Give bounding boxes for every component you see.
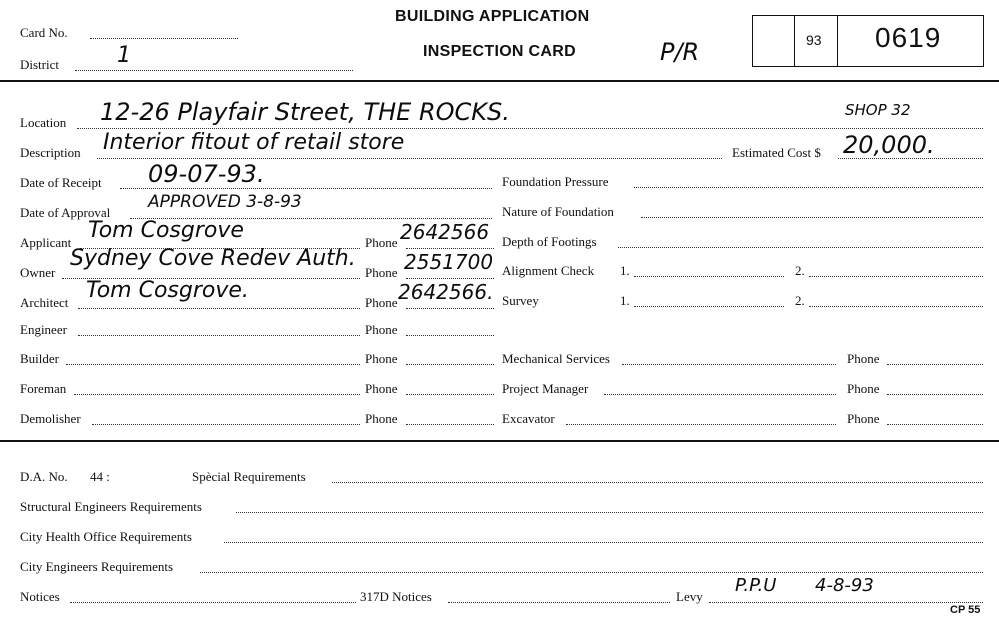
builder-label: Builder <box>20 351 59 366</box>
survey-num-1: 1. <box>620 293 630 308</box>
health-requirements-label: City Health Office Requirements <box>20 529 192 544</box>
engineer-phone-label: Phone <box>365 322 398 337</box>
city-engineers-requirements-field[interactable] <box>200 572 983 573</box>
engineer-field[interactable] <box>78 335 360 336</box>
applicant-phone-label: Phone <box>365 235 398 250</box>
da-no-value: 44 : <box>90 469 110 484</box>
builder-phone-label: Phone <box>365 351 398 366</box>
box-divider <box>794 15 795 67</box>
demolisher-label: Demolisher <box>20 411 81 426</box>
applicant-value: Tom Cosgrove <box>88 218 244 243</box>
special-requirements-field[interactable] <box>332 482 983 483</box>
architect-label: Architect <box>20 295 69 310</box>
receipt-value: 09-07-93. <box>148 160 265 188</box>
excavator-label: Excavator <box>502 411 555 426</box>
architect-phone-value: 2642566. <box>398 280 494 304</box>
levy-value: P.P.U <box>735 575 777 596</box>
receipt-field[interactable] <box>120 188 492 189</box>
shop-value: SHOP 32 <box>845 101 911 119</box>
excavator-field[interactable] <box>566 424 836 425</box>
approval-value: APPROVED 3-8-93 <box>148 192 302 212</box>
form-subtitle: INSPECTION CARD <box>423 43 576 60</box>
alignment-check-label: Alignment Check <box>502 263 595 278</box>
applicant-phone-value: 2642566 <box>400 220 490 244</box>
demolisher-phone-field[interactable] <box>406 424 494 425</box>
card-number-box <box>752 15 984 67</box>
health-requirements-field[interactable] <box>224 542 983 543</box>
form-code: CP 55 <box>950 604 981 616</box>
architect-value: Tom Cosgrove. <box>86 278 249 303</box>
card-no-field[interactable] <box>90 38 238 39</box>
foundation-pressure-field[interactable] <box>634 187 983 188</box>
nature-foundation-label: Nature of Foundation <box>502 204 614 219</box>
section-divider <box>0 440 999 442</box>
survey-1-field[interactable] <box>634 306 784 307</box>
owner-phone-value: 2551700 <box>404 250 494 274</box>
alignment-num-1: 1. <box>620 263 630 278</box>
alignment-num-2: 2. <box>795 263 805 278</box>
notices-label: Notices <box>20 589 60 604</box>
structural-requirements-label: Structural Engineers Requirements <box>20 499 202 514</box>
foreman-field[interactable] <box>74 394 360 395</box>
notices-317d-field[interactable] <box>448 602 670 603</box>
location-field[interactable] <box>77 128 983 129</box>
survey-label: Survey <box>502 293 539 308</box>
foundation-pressure-label: Foundation Pressure <box>502 174 609 189</box>
card-number-value: 0619 <box>875 22 942 53</box>
demolisher-field[interactable] <box>92 424 360 425</box>
description-value: Interior fitout of retail store <box>103 130 405 155</box>
depth-footings-label: Depth of Footings <box>502 234 597 249</box>
applicant-phone-field[interactable] <box>406 248 494 249</box>
mechanical-label: Mechanical Services <box>502 351 610 366</box>
card-no-label: Card No. <box>20 25 68 40</box>
architect-phone-field[interactable] <box>406 308 494 309</box>
mechanical-phone-field[interactable] <box>887 364 983 365</box>
foreman-phone-label: Phone <box>365 381 398 396</box>
district-value: 1 <box>117 43 131 68</box>
form-title: BUILDING APPLICATION <box>395 8 590 25</box>
estimated-cost-label: Estimated Cost $ <box>732 145 821 160</box>
builder-field[interactable] <box>66 364 360 365</box>
applicant-label: Applicant <box>20 235 72 250</box>
approval-label: Date of Approval <box>20 205 111 220</box>
district-label: District <box>20 57 59 72</box>
owner-phone-field[interactable] <box>406 278 494 279</box>
handwritten-mark: P/R <box>660 38 700 66</box>
demolisher-phone-label: Phone <box>365 411 398 426</box>
alignment-check-1-field[interactable] <box>634 276 784 277</box>
header-divider <box>0 80 999 82</box>
location-label: Location <box>20 115 67 130</box>
levy-label: Levy <box>676 589 703 604</box>
district-field[interactable] <box>75 70 353 71</box>
alignment-check-2-field[interactable] <box>809 276 983 277</box>
special-requirements-label: Spècial Requirements <box>192 469 306 484</box>
project-manager-label: Project Manager <box>502 381 589 396</box>
depth-footings-field[interactable] <box>618 247 983 248</box>
notices-field[interactable] <box>70 602 356 603</box>
owner-label: Owner <box>20 265 56 280</box>
box-divider <box>837 15 838 67</box>
project-manager-phone-label: Phone <box>847 381 880 396</box>
survey-2-field[interactable] <box>809 306 983 307</box>
structural-requirements-field[interactable] <box>236 512 983 513</box>
excavator-phone-label: Phone <box>847 411 880 426</box>
city-engineers-requirements-label: City Engineers Requirements <box>20 559 174 574</box>
nature-foundation-field[interactable] <box>641 217 983 218</box>
project-manager-phone-field[interactable] <box>887 394 983 395</box>
mechanical-field[interactable] <box>622 364 836 365</box>
excavator-phone-field[interactable] <box>887 424 983 425</box>
architect-field[interactable] <box>78 308 360 309</box>
notices-317d-label: 317D Notices <box>360 589 432 604</box>
levy-field[interactable] <box>709 602 983 603</box>
receipt-label: Date of Receipt <box>20 175 102 190</box>
description-field[interactable] <box>97 158 722 159</box>
mechanical-phone-label: Phone <box>847 351 880 366</box>
architect-phone-label: Phone <box>365 295 398 310</box>
da-no-label: D.A. No. <box>20 469 68 484</box>
builder-phone-field[interactable] <box>406 364 494 365</box>
levy-date: 4-8-93 <box>815 575 874 596</box>
description-label: Description <box>20 145 81 160</box>
survey-num-2: 2. <box>795 293 805 308</box>
owner-value: Sydney Cove Redev Auth. <box>70 246 356 271</box>
engineer-phone-field[interactable] <box>406 335 494 336</box>
estimated-cost-value: 20,000. <box>843 131 935 159</box>
owner-phone-label: Phone <box>365 265 398 280</box>
foreman-label: Foreman <box>20 381 67 396</box>
year-value: 93 <box>806 32 822 48</box>
location-value: 12-26 Playfair Street, THE ROCKS. <box>100 98 510 126</box>
project-manager-field[interactable] <box>604 394 836 395</box>
foreman-phone-field[interactable] <box>406 394 494 395</box>
engineer-label: Engineer <box>20 322 67 337</box>
